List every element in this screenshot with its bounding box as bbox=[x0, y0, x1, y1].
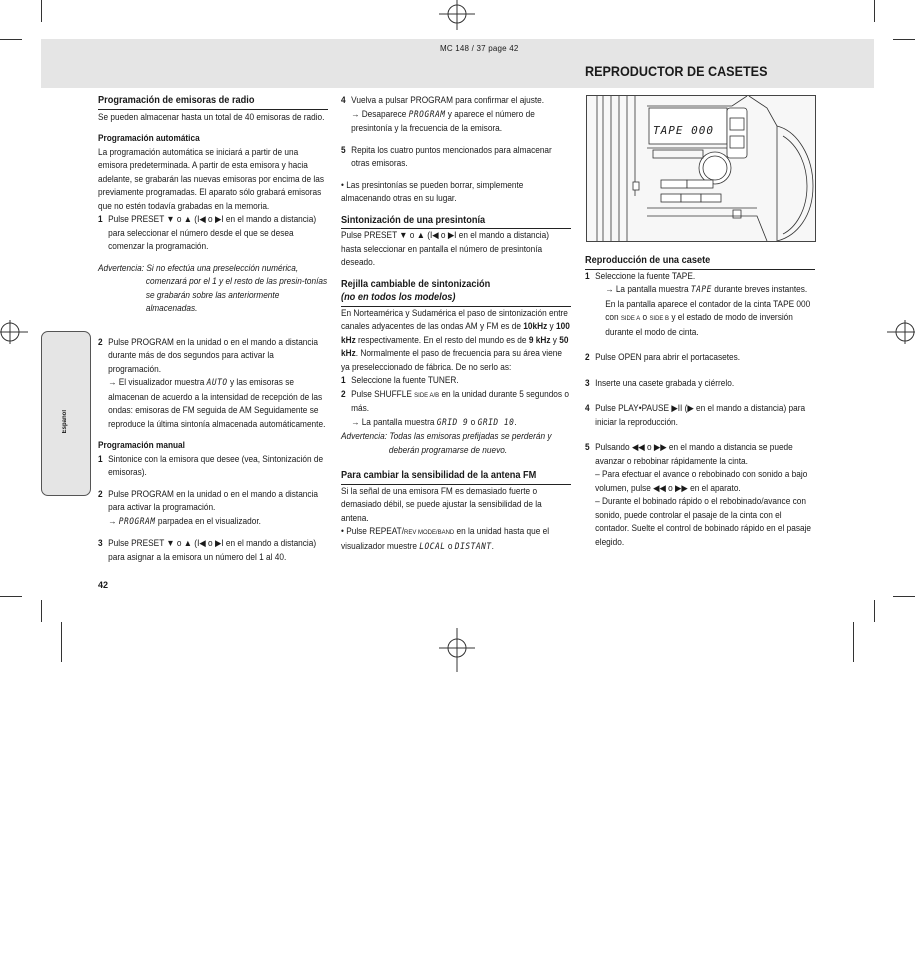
dash-item: – Durante el bobinado rápido o el rebobinado/avance con sonido, puede controlar el pasaje de la cinta con el contador. Suelte el control de bobinado rápido en el pasaje elegido. bbox=[595, 496, 812, 547]
step bbox=[341, 388, 571, 416]
heading-rejilla: Rejilla cambiable de sintonización bbox=[341, 278, 491, 290]
warning: Advertencia: Si no efectúa una preselección numérica, bbox=[98, 262, 299, 273]
step-number: 2 bbox=[585, 352, 590, 362]
cassette-deck-illustration bbox=[586, 95, 816, 242]
step-number: 1 bbox=[98, 214, 103, 224]
period: . bbox=[491, 540, 494, 551]
step-result bbox=[585, 283, 815, 339]
lcd-text: GRID 9 bbox=[436, 417, 469, 428]
step-number: 4 bbox=[585, 403, 590, 413]
step bbox=[341, 94, 571, 108]
result-text: parpadea en el visualizador. bbox=[157, 515, 261, 526]
step-number: 1 bbox=[341, 375, 346, 385]
step-text: Inserte una casete grabada y ciérrelo. bbox=[595, 377, 735, 388]
page-code: MC 148 / 37 page 42 bbox=[440, 44, 519, 53]
step-number: 4 bbox=[341, 95, 346, 105]
or-text: o bbox=[470, 416, 476, 427]
arrow-text: → El visualizador muestra bbox=[108, 377, 205, 387]
result-text: y las emisoras se almacenan de acuerdo a la intensidad de recepción de las ondas: emisoras de FM seguida de AM Seguidamente se reproduce la última sintonía almacenada automáticamente. bbox=[108, 377, 326, 429]
step-text: en la unidad durante 5 segundos o más. bbox=[351, 388, 569, 413]
step-number: 1 bbox=[98, 453, 103, 464]
registration-mark bbox=[0, 318, 28, 346]
step bbox=[98, 213, 328, 254]
step-number: 2 bbox=[98, 488, 103, 499]
grid-value: 9 kHz bbox=[528, 334, 551, 345]
warning-cont: deberán programarse de nuevo. bbox=[388, 444, 508, 455]
section-title: REPRODUCTOR DE CASETES bbox=[585, 63, 768, 79]
page-number: 42 bbox=[98, 580, 109, 590]
or-text: o bbox=[642, 312, 648, 322]
ant-bullet bbox=[341, 525, 571, 554]
step-number: 3 bbox=[98, 538, 103, 548]
step-number: 2 bbox=[341, 388, 346, 399]
heading-rejilla-sub: (no en todos los modelos) bbox=[341, 291, 571, 307]
grid-value: 10kHz bbox=[523, 321, 548, 331]
language-tab bbox=[41, 331, 91, 496]
grid-value: 50 kHz bbox=[341, 334, 569, 358]
step-text: Seleccione la fuente TAPE. bbox=[595, 270, 696, 281]
intro-text: Se pueden almacenar hasta un total de 40 emisoras de radio. bbox=[98, 111, 325, 122]
registration-mark bbox=[431, 0, 483, 30]
grid-text-b: respectivamente. En el resto del mundo es de bbox=[358, 334, 527, 345]
grid-value: 100 kHz bbox=[341, 321, 570, 345]
bullet-text: en la unidad hasta que el visualizador muestre bbox=[341, 526, 550, 551]
heading-sintonizacion: Sintonización de una presintonía bbox=[341, 214, 571, 230]
column-3 bbox=[585, 254, 815, 549]
arrow-text: → Desaparece bbox=[351, 108, 407, 119]
arrow-text: → La pantalla muestra bbox=[351, 416, 435, 427]
step-result bbox=[341, 416, 571, 431]
step bbox=[585, 351, 815, 365]
lcd-text: DISTANT bbox=[454, 541, 492, 552]
step-number: 5 bbox=[585, 442, 590, 452]
bullet-text: • Las presintonías se pueden borrar, simplemente almacenando otras en su lugar. bbox=[341, 179, 524, 203]
step bbox=[585, 270, 815, 284]
small-caps-label: SIDE A/B bbox=[414, 391, 440, 399]
step-text: Repita los cuatro puntos mencionados para almacenar otras emisoras. bbox=[351, 144, 552, 168]
step-text: Pulse PROGRAM en la unidad o en el mando a distancia para activar la programación. bbox=[108, 488, 319, 512]
step bbox=[341, 144, 571, 171]
crop-mark bbox=[874, 600, 875, 622]
grid-y: y bbox=[552, 334, 557, 345]
bullet-text: • Pulse REPEAT/ bbox=[341, 526, 405, 536]
or-text: o bbox=[447, 540, 453, 551]
crop-mark bbox=[0, 596, 22, 597]
crop-mark bbox=[0, 39, 22, 40]
lcd-text: GRID 10 bbox=[477, 417, 515, 428]
language-tab-label: Español bbox=[62, 410, 68, 434]
step bbox=[341, 374, 571, 388]
step-text: Pulse OPEN para abrir el portacasetes. bbox=[595, 352, 741, 362]
step-text: Pulse PRESET ▼ o ▲ (I◀ o ▶I en el mando a distancia) para seleccionar el número desde el que se desea comenzar la programación. bbox=[108, 214, 317, 251]
step-result bbox=[98, 515, 328, 530]
step-text: Pulse PRESET ▼ o ▲ (I◀ o ▶I en el mando a distancia) para asignar a la emisora un número del 1 al 40. bbox=[108, 538, 317, 562]
arrow-text: → bbox=[108, 515, 117, 526]
period: . bbox=[514, 416, 517, 427]
sint-text: Pulse PRESET ▼ o ▲ (I◀ o ▶I en el mando a distancia) hasta seleccionar en pantalla el número de presintonía deseado. bbox=[341, 230, 550, 267]
heading-manual: Programación manual bbox=[98, 440, 185, 450]
step-text: Pulse PROGRAM en la unidad o en el mando a distancia durante más de dos segundos para activar la programación. bbox=[108, 336, 319, 374]
crop-mark bbox=[893, 39, 915, 40]
step bbox=[98, 488, 328, 515]
step-text: Sintonice con la emisora que desee (vea, Sintonización de emisoras). bbox=[108, 453, 324, 477]
step-text: Pulsando ◀◀ o ▶▶ en el mando a distancia se puede avanzar o rebobinar rápidamente la cinta. bbox=[595, 442, 793, 466]
step bbox=[585, 441, 815, 468]
ant-text: Si la señal de una emisora FM es demasiado fuerte o demasiado débil, se puede ajustar la sensibilidad de la antena. bbox=[341, 485, 542, 523]
crop-mark bbox=[41, 600, 42, 622]
crop-mark bbox=[853, 622, 854, 662]
small-caps-label: SIDE A bbox=[620, 315, 641, 322]
step bbox=[98, 537, 328, 564]
heading-auto: Programación automática bbox=[98, 133, 200, 143]
step-number: 5 bbox=[341, 144, 346, 155]
step-number: 1 bbox=[585, 270, 590, 281]
step bbox=[98, 336, 328, 377]
step-number: 3 bbox=[585, 377, 590, 388]
step bbox=[585, 402, 815, 429]
crop-mark bbox=[61, 622, 62, 662]
crop-mark bbox=[874, 0, 875, 22]
grid-text-a: En Norteamérica y Sudamérica el paso de sintonización entre canales adyacentes de las ondas AM y FM es de bbox=[341, 307, 568, 331]
grid-text bbox=[341, 307, 571, 375]
step bbox=[98, 453, 328, 480]
small-caps-label: SIDE B bbox=[649, 315, 670, 322]
illus-display: TAPE 000 bbox=[653, 124, 714, 137]
step-number: 2 bbox=[98, 336, 103, 347]
result-text: durante breves instantes. En la pantalla aparece el contador de la cinta TAPE 000 con bbox=[605, 284, 811, 322]
lcd-text: AUTO bbox=[206, 378, 228, 388]
warning-cont: comenzará por el 1 y el resto de las presin-tonías se grabarán sobre las anteriormente almacenadas. bbox=[145, 276, 328, 313]
step bbox=[585, 377, 815, 391]
lcd-text: PROGRAM bbox=[408, 109, 446, 120]
grid-y: y bbox=[549, 321, 554, 331]
lcd-text: LOCAL bbox=[419, 541, 446, 552]
crop-mark bbox=[41, 0, 42, 22]
heading-programacion: Programación de emisoras de radio bbox=[98, 94, 328, 110]
step-result bbox=[98, 376, 328, 431]
device-drawing bbox=[587, 96, 815, 241]
auto-text: La programación automática se iniciará a partir de una emisora predeterminada. A partir de esta emisora y hacia adelante, se grabarán las nuevas emisoras por encima de las previamente programadas. El aparato sólo grabará emisoras que no estén todavía grabadas en la memoria. bbox=[98, 146, 325, 211]
dash-item: – Para efectuar el avance o rebobinado con sonido a bajo volumen, pulse ◀◀ o ▶▶ en el aparato. bbox=[595, 469, 808, 493]
registration-mark bbox=[431, 622, 483, 674]
column-1 bbox=[98, 94, 328, 564]
heading-reproduccion: Reproducción de una casete bbox=[585, 254, 815, 270]
heading-antena: Para cambiar la sensibilidad de la antena FM bbox=[341, 469, 571, 485]
result-text: y el estado de modo de inversión durante el modo de cinta. bbox=[605, 312, 793, 337]
column-2 bbox=[341, 94, 571, 554]
step-text: Vuelva a pulsar PROGRAM para confirmar el ajuste. bbox=[351, 95, 545, 105]
arrow-text: → La pantalla muestra bbox=[605, 284, 689, 294]
result-text: y aparece el número de presintonía y la frecuencia de la emisora. bbox=[351, 108, 535, 133]
lcd-text: TAPE bbox=[690, 285, 712, 295]
crop-mark bbox=[893, 596, 915, 597]
step-text: Pulse SHUFFLE bbox=[351, 388, 412, 399]
step-text: Pulse PLAY•PAUSE ▶II (▶ en el mando a distancia) para iniciar la reproducción. bbox=[595, 403, 806, 427]
grid-text-c: . Normalmente el paso de frecuencia para su área viene ya preseleccionado de fábrica. De no serlo as: bbox=[341, 348, 562, 372]
lcd-text: PROGRAM bbox=[118, 516, 156, 527]
warning: Advertencia: Todas las emisoras prefijadas se perderán y bbox=[341, 431, 552, 441]
step-text: Seleccione la fuente TUNER. bbox=[351, 375, 459, 385]
step-result bbox=[341, 108, 571, 136]
small-caps-label: REV MODE/BAND bbox=[404, 529, 455, 536]
registration-mark bbox=[887, 318, 915, 346]
